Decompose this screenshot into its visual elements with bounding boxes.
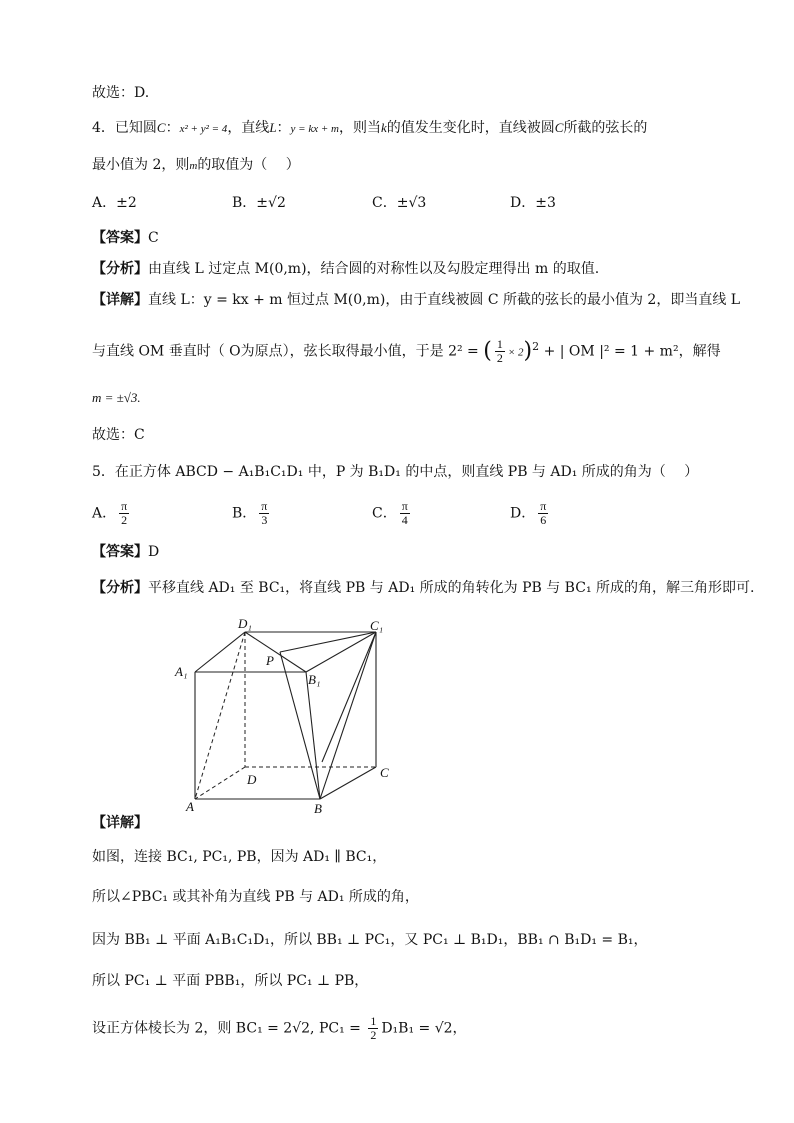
- label-D1: D₁: [238, 616, 252, 631]
- q5-option-b: [232, 500, 272, 527]
- math-C: C: [554, 120, 564, 135]
- fraction-pi: [400, 500, 410, 527]
- q4-detail-line1: [92, 291, 740, 309]
- frac-den: 2: [496, 351, 503, 366]
- label-A: A: [186, 799, 194, 814]
- line-equation: y = kx + m: [290, 123, 339, 135]
- detail-tag: 【详解】: [92, 815, 148, 831]
- frac-num: 1: [370, 1014, 377, 1028]
- text: 所截的弦长的: [563, 120, 648, 136]
- math-result: m = ±√3.: [92, 390, 141, 405]
- q5-option-d: [510, 500, 551, 527]
- frac-num: 1: [496, 337, 503, 352]
- fraction-pi: [538, 500, 548, 527]
- fraction-half: [368, 1015, 378, 1042]
- text: 的取值为（ ）: [197, 157, 300, 173]
- analysis-tag: 【分析】: [92, 580, 148, 596]
- q5-detail-tag: [92, 814, 148, 832]
- frac-den: 3: [261, 513, 268, 527]
- paren-open: (: [483, 338, 492, 364]
- q5-step4: 所以 PC₁ ⊥ 平面 PBB₁，所以 PC₁ ⊥ PB，: [92, 973, 369, 989]
- text: ：: [276, 120, 291, 136]
- detail-text: 与直线 OM 垂直时（ O为原点），弦长取得最小值，于是 2² =: [92, 343, 484, 360]
- frac-den: 2: [370, 1028, 377, 1042]
- frac-num: π: [401, 499, 408, 513]
- fraction-pi: [119, 500, 129, 527]
- q5-step1: 如图，连接 BC₁, PC₁, PB，因为 AD₁ ∥ BC₁，: [92, 849, 387, 865]
- q5-option-c: [372, 500, 413, 527]
- q5-stem: 5．在正方体 ABCD − A₁B₁C₁D₁ 中，P 为 B₁D₁ 的中点，则直线 PB 与 AD₁ 所成的角为（ ）: [92, 464, 699, 480]
- answer-value: D: [148, 544, 160, 560]
- math-m: m: [189, 160, 198, 172]
- text: 4．已知圆: [92, 120, 157, 136]
- q4-choose: 故选：C: [92, 427, 145, 443]
- math-C: C: [156, 120, 166, 135]
- analysis-text: 由直线 L 过定点 M(0,m)，结合圆的对称性以及勾股定理得出 m 的取值.: [148, 261, 600, 277]
- q5-step5: [92, 1015, 467, 1042]
- label-B: B: [314, 801, 322, 816]
- label-C1: C₁: [370, 618, 384, 633]
- times-two: × 2: [507, 346, 524, 359]
- detail-text: + | OM |² = 1 + m²，解得: [543, 343, 721, 360]
- frac-num: π: [540, 499, 547, 513]
- q4-answer: [92, 229, 159, 247]
- frac-num: π: [261, 499, 268, 513]
- math-L: L: [269, 120, 277, 135]
- option-label: A．: [92, 505, 117, 522]
- circle-equation: x² + y² = 4: [179, 123, 228, 135]
- q4-option-d: D．±3: [510, 195, 556, 211]
- q5-analysis: [92, 579, 754, 597]
- text: D₁B₁ = √2，: [381, 1020, 467, 1037]
- text: ，直线: [227, 120, 270, 136]
- label-D: D: [247, 772, 257, 787]
- q5-answer: [92, 543, 159, 561]
- q4-stem-line2: [92, 156, 300, 175]
- label-A1: A₁: [175, 664, 188, 679]
- previous-answer-line: 故选：D.: [92, 85, 150, 101]
- analysis-text: 平移直线 AD₁ 至 BC₁，将直线 PB 与 AD₁ 所成的角转化为 PB 与 BC₁ 所成的角，解三角形即可.: [148, 580, 755, 596]
- q4-detail-line3: [92, 389, 141, 407]
- frac-den: 2: [121, 513, 128, 527]
- detail-text: 直线 L：y = kx + m 恒过点 M(0,m)，由于直线被圆 C 所截的弦长的最小值为 2，即当直线 L: [148, 292, 741, 308]
- answer-tag: 【答案】: [92, 230, 148, 246]
- q4-analysis: [92, 260, 599, 278]
- paren-close: ): [523, 338, 533, 364]
- q4-option-c: C．±√3: [372, 195, 427, 211]
- text: 最小值为 2，则: [92, 157, 190, 173]
- answer-value: C: [148, 230, 159, 246]
- cube-figure: [170, 612, 410, 817]
- label-B1: B₁: [308, 672, 321, 687]
- text: ，则当: [338, 120, 381, 136]
- fraction-half: [495, 338, 505, 365]
- q5-step2: 所以∠PBC₁ 或其补角为直线 PB 与 AD₁ 所成的角，: [92, 889, 419, 905]
- detail-tag: 【详解】: [92, 292, 148, 308]
- text: 的值发生变化时，直线被圆: [386, 120, 555, 136]
- q4-detail-line2: [92, 338, 721, 365]
- frac-den: 4: [401, 513, 408, 527]
- option-label: B．: [232, 505, 257, 522]
- option-label: C．: [372, 505, 397, 522]
- text: 设正方体棱长为 2，则 BC₁ = 2√2, PC₁ =: [92, 1020, 366, 1037]
- fraction-pi: [259, 500, 269, 527]
- analysis-tag: 【分析】: [92, 261, 148, 277]
- q4-option-a: A．±2: [92, 195, 137, 211]
- label-C: C: [380, 765, 389, 780]
- frac-den: 6: [540, 513, 547, 527]
- answer-tag: 【答案】: [92, 544, 148, 560]
- exp-2: 2: [532, 340, 540, 353]
- text: ：: [165, 120, 180, 136]
- frac-num: π: [121, 499, 128, 513]
- q4-stem-line1: [92, 119, 647, 138]
- option-label: D．: [510, 505, 536, 522]
- q4-option-b: B．±√2: [232, 195, 286, 211]
- math-k: k: [380, 120, 387, 135]
- q5-option-a: [92, 500, 132, 527]
- label-P: P: [266, 653, 274, 668]
- q5-step3: 因为 BB₁ ⊥ 平面 A₁B₁C₁D₁，所以 BB₁ ⊥ PC₁，又 PC₁ ⊥ B₁D₁，BB₁ ∩ B₁D₁ = B₁，: [92, 932, 648, 948]
